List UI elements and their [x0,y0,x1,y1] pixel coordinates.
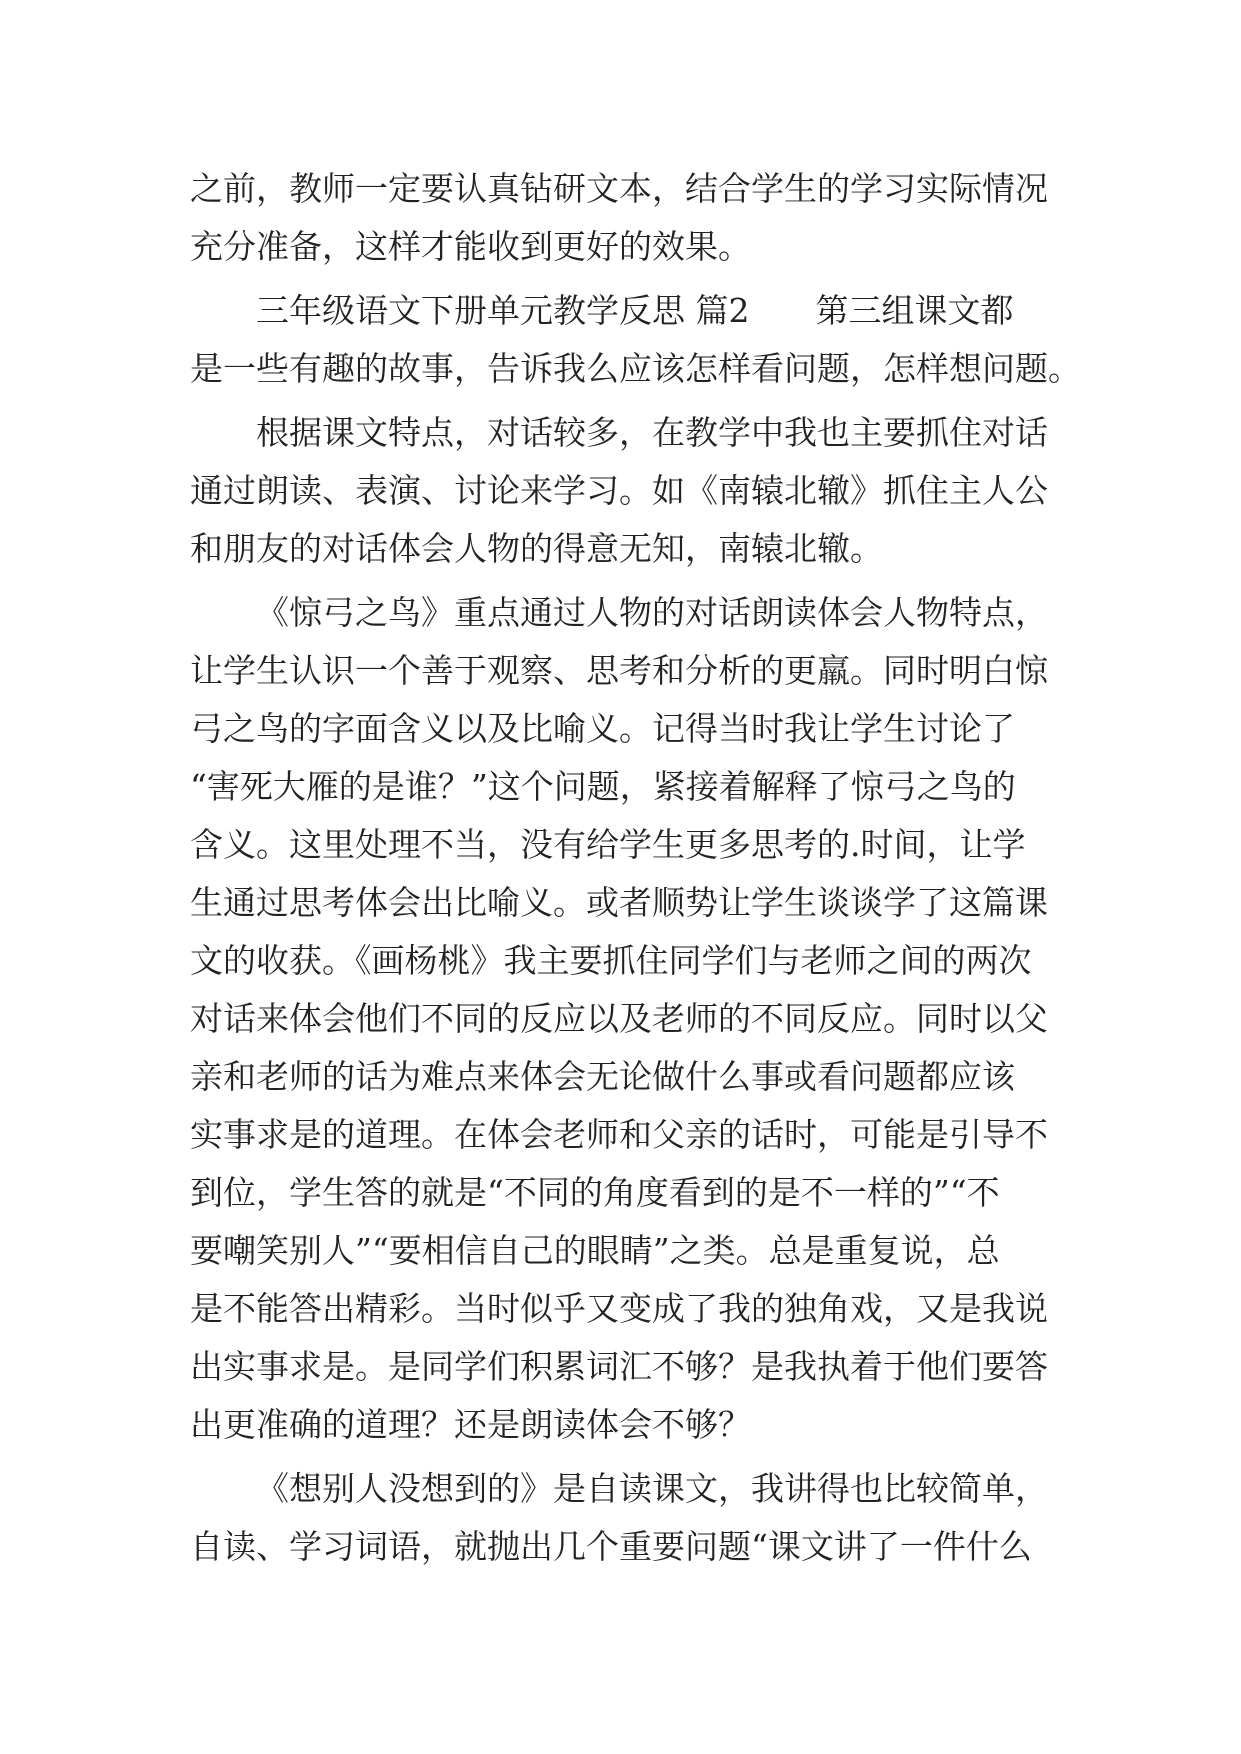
text-line: 充分准备，这样才能收到更好的效果。 [190,227,751,266]
text-line: 亲和老师的话为难点来体会无论做什么事或看问题都应该 [190,1057,1015,1096]
text-line: 弓之鸟的字面含义以及比喻义。记得当时我让学生讨论了 [190,709,1015,748]
text-line: 自读、学习词语，就抛出几个重要问题“课文讲了一件什么 [190,1527,1032,1566]
text-line: 文的收获。《画杨桃》我主要抓住同学们与老师之间的两次 [190,941,1032,980]
text-line: 让学生认识一个善于观察、思考和分析的更羸。同时明白惊 [190,651,1048,690]
text-line: 通过朗读、表演、讨论来学习。如《南辕北辙》抓住主人公 [190,471,1048,510]
text-line: 对话来体会他们不同的反应以及老师的不同反应。同时以父 [190,999,1048,1038]
text-line: 出实事求是。是同学们积累词汇不够？是我执着于他们要答 [190,1347,1048,1386]
body-text [190,160,1081,1576]
text-line: 和朋友的对话体会人物的得意无知，南辕北辙。 [190,529,883,568]
text-line: 之前，教师一定要认真钻研文本，结合学生的学习实际情况 [190,169,1048,208]
section-heading-line: 三年级语文下册单元教学反思 篇2 第三组课文都 [256,291,1014,330]
paragraph-start-line: 根据课文特点，对话较多，在教学中我也主要抓住对话 [256,413,1048,452]
text-line: “害死大雁的是谁？”这个问题，紧接着解释了惊弓之鸟的 [190,767,1016,806]
text-line: 要嘲笑别人”“要相信自己的眼睛”之类。总是重复说，总 [190,1231,1000,1270]
text-line: 生通过思考体会出比喻义。或者顺势让学生谈谈学了这篇课 [190,883,1048,922]
text-line: 是一些有趣的故事，告诉我么应该怎样看问题，怎样想问题。 [190,349,1081,388]
text-line: 到位，学生答的就是“不同的角度看到的是不一样的”“不 [190,1173,1000,1212]
text-line: 出更准确的道理？还是朗读体会不够？ [190,1405,751,1444]
text-line: 含义。这里处理不当，没有给学生更多思考的.时间，让学 [190,825,1026,864]
paragraph-start-line: 《想别人没想到的》是自读课文，我讲得也比较简单， [256,1469,1048,1508]
text-line: 是不能答出精彩。当时似乎又变成了我的独角戏，又是我说 [190,1289,1048,1328]
text-line: 实事求是的道理。在体会老师和父亲的话时，可能是引导不 [190,1115,1048,1154]
paragraph-start-line: 《惊弓之鸟》重点通过人物的对话朗读体会人物特点， [256,593,1048,632]
